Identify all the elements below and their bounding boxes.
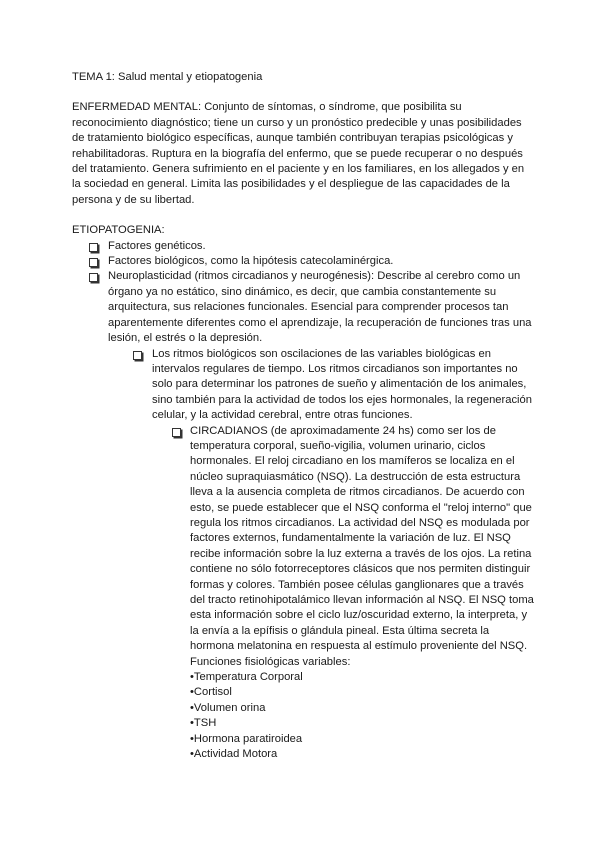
etiopatogenia-list bbox=[72, 239, 534, 763]
checkbox-bullet-icon bbox=[89, 258, 98, 267]
list-item-text: Factores biológicos, como la hipótesis catecolaminérgica. bbox=[108, 255, 394, 268]
list-item bbox=[72, 254, 534, 269]
list-item bbox=[162, 424, 534, 763]
checkbox-bullet-icon bbox=[89, 243, 98, 252]
function-item: •Actividad Motora bbox=[190, 748, 278, 761]
function-item: •TSH bbox=[190, 717, 217, 730]
checkbox-bullet-icon bbox=[133, 351, 142, 360]
document-title: TEMA 1: Salud mental y etiopatogenia bbox=[72, 71, 263, 83]
nested-list-ritmos bbox=[116, 347, 534, 763]
list-item bbox=[72, 239, 534, 254]
list-item bbox=[72, 269, 534, 762]
checkbox-bullet-icon bbox=[89, 273, 98, 282]
etiopatogenia-heading: ETIOPATOGENIA: bbox=[72, 224, 165, 237]
nested-list-circadianos bbox=[162, 424, 534, 763]
function-item: •Cortisol bbox=[190, 686, 232, 699]
list-item-text: Neuroplasticidad (ritmos circadianos y neurogénesis): Describe al cerebro como un órgano ya no estático, sino dinámico, es decir, que cambia constantemente su arquitectura, sus relaciones funcionales. Esencial para comprender procesos tan aparentemente diferentes como el aprendizaje, la recuperación de funciones tras una lesión, el estrés o la depresión. bbox=[108, 270, 532, 345]
functions-heading: Funciones fisiológicas variables: bbox=[190, 655, 351, 668]
list-item-text: Los ritmos biológicos son oscilaciones de las variables biológicas en intervalos regulares de tiempo. Los ritmos circadianos son importantes no solo para determinar los patrones de sueño y alimentación de los animales, sino también para la actividad de todos los ejes hormonales, la regeneración celular, y la actividad cerebral, entre otras funciones. bbox=[152, 347, 532, 422]
list-item-text: CIRCADIANOS (de aproximadamente 24 hs) como ser los de temperatura corporal, sueño-vigilia, volumen urinario, ciclos hormonales. El reloj circadiano en los mamíferos se localiza en el núcleo supraquiasmático (NSQ). La destrucción de esta estructura lleva a la ausencia completa de ritmos circadianos. De acuerdo con esto, se puede establecer que el NSQ conforma el "reloj interno" que regula los ritmos circadianos. La actividad del NSQ es modulada por factores externos, fundamentalmente la variación de luz. El NSQ recibe información sobre la luz externa a través de los ojos. La retina contiene no sólo fotorreceptores clásicos que nos permiten distinguir formas y colores. También posee células ganglionares que a través del tracto retinohipotalámico llevan información al NSQ. El NSQ toma esta información sobre el ciclo luz/oscuridad externo, la interpreta, y la envía a la epífisis o glándula pineal. Esta última secreta la hormona melatonina en respuesta al estímulo proveniente del NSQ. bbox=[190, 424, 534, 653]
list-item-text: Factores genéticos. bbox=[108, 239, 206, 252]
definition-paragraph: ENFERMEDAD MENTAL: Conjunto de síntomas, o síndrome, que posibilita su reconocimiento diagnóstico; tiene un curso y un pronóstico predecible y unas posibilidades de tratamiento biológico específicas, aunque también contribuyan terapias psicológicas y rehabilitadoras. Ruptura en la biografía del enfermo, que se puede recuperar o no después del tratamiento. Genera sufrimiento en el paciente y en los familiares, en los allegados y en la sociedad en general. Limita las posibilidades y el despliegue de las capacidades de la persona y de su libertad. bbox=[72, 101, 525, 206]
function-item: •Temperatura Corporal bbox=[190, 671, 303, 684]
document-body bbox=[72, 70, 534, 762]
function-item: •Hormona paratiroidea bbox=[190, 732, 303, 745]
checkbox-bullet-icon bbox=[172, 428, 181, 437]
list-item bbox=[116, 347, 534, 763]
function-item: •Volumen orina bbox=[190, 701, 266, 714]
